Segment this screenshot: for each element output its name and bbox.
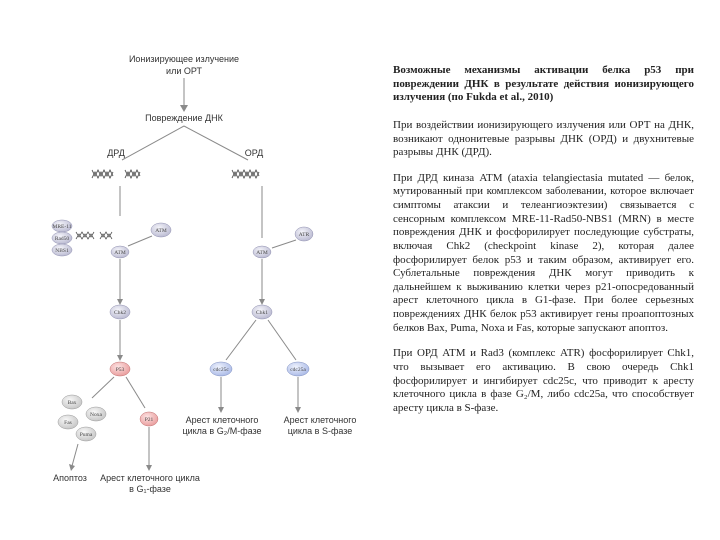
p53-label: P53 bbox=[115, 367, 125, 373]
dna-break-mrn-icon bbox=[76, 232, 112, 239]
chk2-label: Chk2 bbox=[114, 310, 126, 316]
rad50-label: Rad50 bbox=[54, 236, 70, 242]
g2m-arrest-line1: Арест клеточного bbox=[185, 415, 259, 425]
arrow-chk1-to-cdc25c bbox=[226, 320, 256, 360]
g1-arrest-line2: в G₁-фазе bbox=[129, 484, 171, 494]
arrow-atm-recruit bbox=[128, 236, 152, 246]
dsb-label: ДРД bbox=[107, 148, 125, 158]
chk1-label: Chk1 bbox=[256, 310, 268, 316]
radiation-label-line2: или ОРТ bbox=[166, 66, 202, 76]
arrowhead bbox=[117, 355, 123, 361]
arrow-to-apoptosis bbox=[72, 444, 78, 466]
nbs1-label: NBS1 bbox=[55, 248, 69, 254]
arrow-chk1-to-cdc25a bbox=[268, 320, 296, 360]
cdc25c-label: cdc25c bbox=[213, 367, 229, 373]
arrow-p53-to-apoptotic bbox=[92, 377, 114, 398]
paragraph-dsb: При ДРД киназа ATM (ataxia telangiectasia mutated — белок, мутированный при комплексом заболевании, которое включает симптомы атаксии и телеангиоэктезии) связывается с сенсорным комплексом MRE-11-Rad50-NBS1 (MRN) в месте повреждения ДНК и фосфорилирует последующие субстраты, включая Chk2 (checkpoint kinase 2), которая далее фосфорилирует белок p53 и таким образом, активирует его. Сублетальные повреждения ДНК могут приводить к дальнейшем к выживанию клетки через p21-опосредованный арест клеточного цикла в G1-фазе. При более серьезных повреждениях ДНК белок p53 активирует гены проапоптозных белков Bax, Puma, Noxa и Fas, которые запускают апоптоз. bbox=[393, 171, 694, 334]
s-arrest-line2: цикла в S-фазе bbox=[287, 426, 353, 436]
arrowhead bbox=[218, 407, 224, 413]
description-title: Возможные механизмы активации белка p53 при повреждении ДНК в результате действия ионизирующего излучения (по Fukda et al., 2010) bbox=[393, 64, 694, 104]
cdc25a-label: cdc25a bbox=[290, 367, 306, 373]
g2m-arrest-line2: цикла в G₂/M-фазе bbox=[182, 426, 262, 436]
description-panel bbox=[393, 64, 694, 427]
noxa-label: Noxa bbox=[90, 412, 102, 418]
atm-left-top-label: ATM bbox=[155, 228, 167, 234]
arrowhead bbox=[180, 105, 188, 112]
arrow-damage-to-ssb bbox=[184, 126, 248, 160]
arrow-p53-to-p21 bbox=[126, 377, 145, 408]
bax-label: Bax bbox=[67, 400, 77, 406]
fas-label: Fas bbox=[64, 420, 72, 426]
paragraph-ssb: При ОРД ATM и Rad3 (комплекс ATR) фосфорилирует Chk1, что вызывает его активацию. В свою очередь Chk1 фосфорилирует и ингибирует cdc25c, что приводит к аресту клеточного цикла в фазе G₂/M, либо cdc25a, что способствует аресту цикла в S-фазе. bbox=[393, 347, 694, 414]
dna-break-right-icon bbox=[232, 170, 259, 178]
atm-right-label: ATM bbox=[256, 250, 268, 256]
arrow-damage-to-dsb bbox=[122, 126, 184, 160]
atm-left-label: ATM bbox=[114, 250, 126, 256]
paragraph-radiation: При воздействии ионизирующего излучения или ОРТ на ДНК, возникают однонитевые разрывы ДНК (ОРД) и двухнитевые разрывы ДНК (ДРД). bbox=[393, 118, 694, 159]
p21-label: P21 bbox=[144, 417, 154, 423]
radiation-label-line1: Ионизирующее излучение bbox=[128, 54, 240, 64]
arrowhead bbox=[69, 464, 75, 471]
arrowhead bbox=[117, 299, 123, 305]
arrowhead bbox=[146, 465, 152, 471]
atr-label: ATR bbox=[298, 232, 310, 238]
dna-damage-label: Повреждение ДНК bbox=[145, 113, 223, 123]
dna-break-left-icon bbox=[92, 170, 140, 178]
puma-label: Puma bbox=[79, 432, 93, 438]
arrow-atr-recruit bbox=[272, 240, 296, 248]
s-arrest-line1: Арест клеточного bbox=[283, 415, 357, 425]
ssb-label: ОРД bbox=[244, 148, 264, 158]
g1-arrest-line1: Арест клеточного цикла bbox=[100, 473, 200, 483]
arrowhead bbox=[259, 299, 265, 305]
apoptosis-label: Апоптоз bbox=[53, 473, 87, 483]
mre11-label: MRE-11 bbox=[52, 224, 72, 230]
arrowhead bbox=[295, 407, 301, 413]
